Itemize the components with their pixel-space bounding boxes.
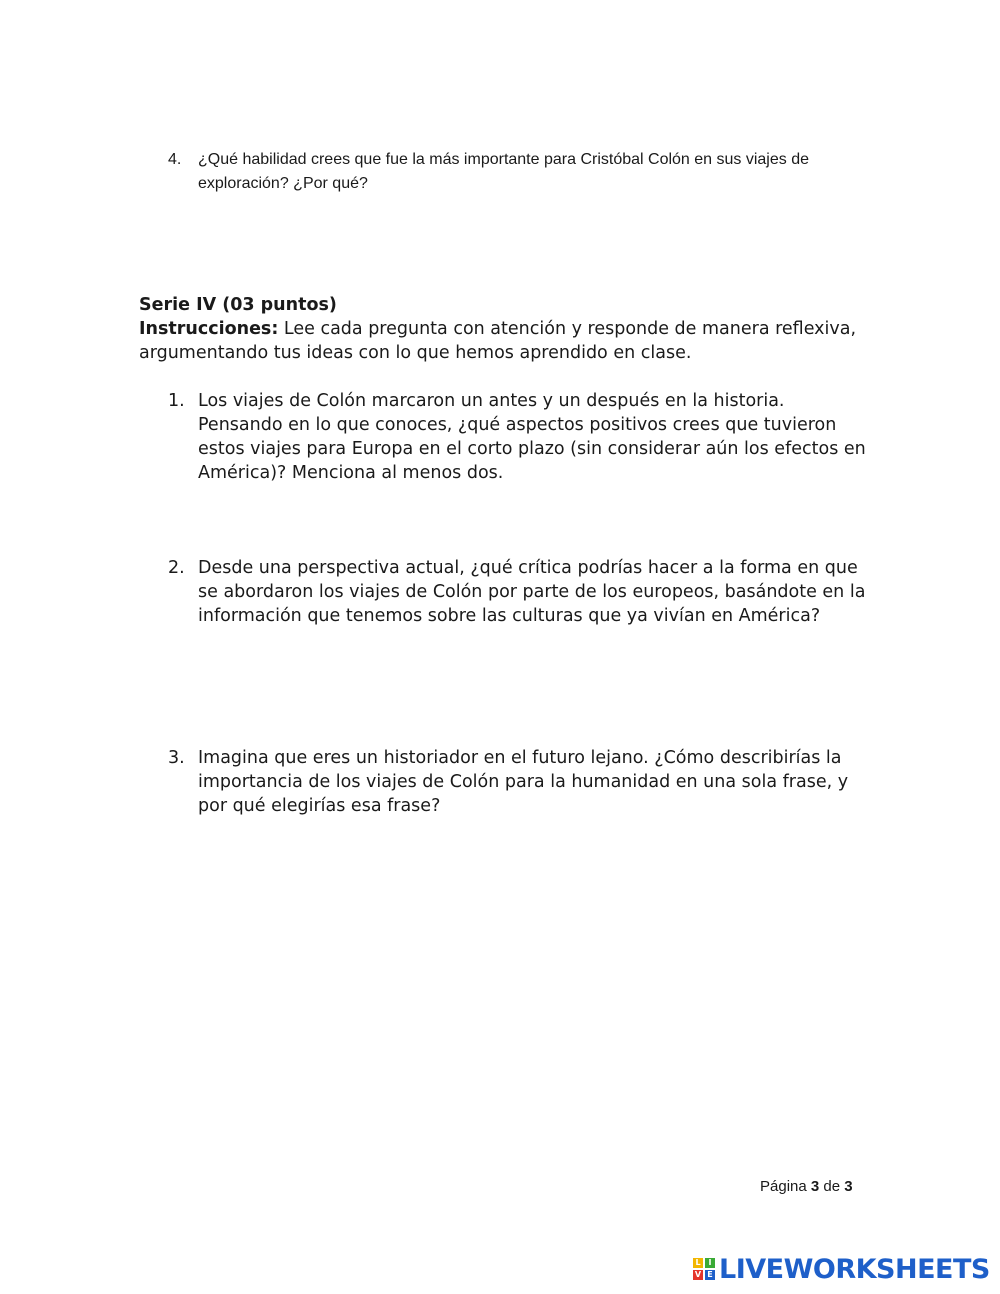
question-4 xyxy=(168,148,868,196)
question-number: 3. xyxy=(168,748,185,768)
question-number: 4. xyxy=(168,151,182,168)
page-current: 3 xyxy=(810,1178,820,1195)
series-question-1 xyxy=(168,389,868,485)
question-text: Imagina que eres un historiador en el futuro lejano. ¿Cómo describirías la importancia de los viajes de Colón para la humanidad en una sola frase, y por qué elegirías esa frase? xyxy=(198,748,849,816)
logo-mark-letter: E xyxy=(705,1270,715,1280)
question-text: Los viajes de Colón marcaron un antes y un después en la historia. Pensando en lo que conoces, ¿qué aspectos positivos crees que tuvieron estos viajes para Europa en el corto plazo (sin considerar aún los efectos en América)? Menciona al menos dos. xyxy=(198,391,866,483)
logo-text: LIVEWORKSHEETS xyxy=(719,1253,990,1285)
series-iv-section xyxy=(139,293,869,365)
question-text: ¿Qué habilidad crees que fue la más importante para Cristóbal Colón en sus viajes de exploración? ¿Por qué? xyxy=(198,151,809,192)
series-question-3 xyxy=(168,746,868,818)
question-number: 2. xyxy=(168,558,185,578)
question-number: 1. xyxy=(168,391,185,411)
page-number xyxy=(760,1178,853,1195)
series-title: Serie IV (03 puntos) xyxy=(139,295,337,315)
logo-mark-icon xyxy=(693,1258,715,1280)
page-total: 3 xyxy=(844,1178,853,1195)
series-question-2 xyxy=(168,556,868,628)
question-text: Desde una perspectiva actual, ¿qué crítica podrías hacer a la forma en que se abordaron los viajes de Colón por parte de los europeos, basándote en la información que tenemos sobre las culturas que ya vivían en América? xyxy=(198,558,866,626)
page-middle: de xyxy=(819,1178,845,1195)
instructions xyxy=(139,317,869,365)
liveworksheets-logo[interactable] xyxy=(693,1254,990,1284)
instructions-text: Lee cada pregunta con atención y responde de manera reflexiva, argumentando tus ideas con lo que hemos aprendido en clase. xyxy=(139,319,857,363)
logo-mark-letter: I xyxy=(705,1258,715,1268)
instructions-label: Instrucciones: xyxy=(139,319,279,339)
logo-mark-letter: L xyxy=(693,1258,703,1268)
page-prefix: Página xyxy=(760,1178,811,1195)
logo-mark-letter: V xyxy=(694,1270,702,1279)
